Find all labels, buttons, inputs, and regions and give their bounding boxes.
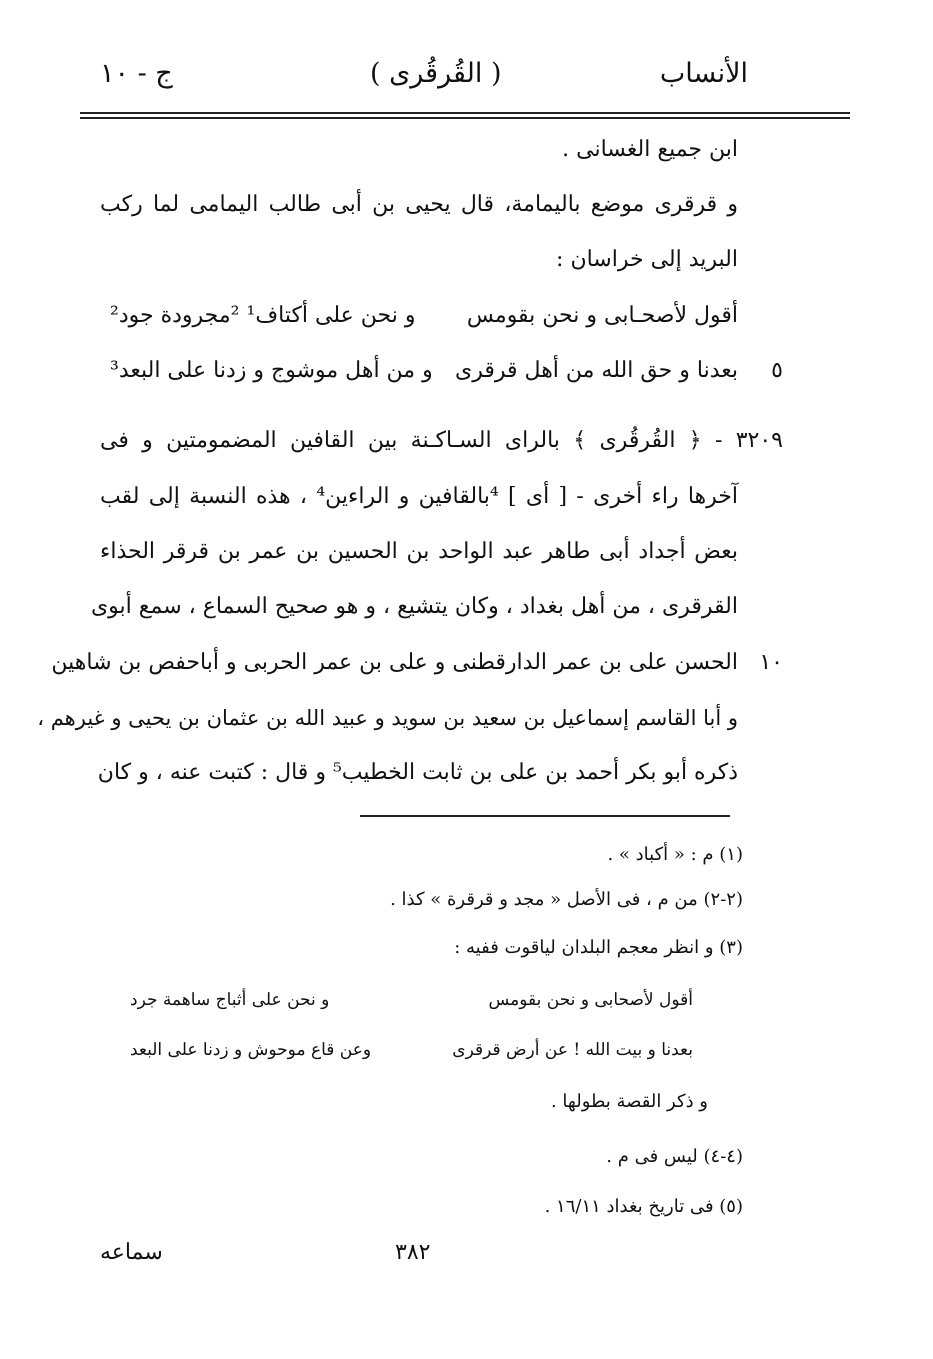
footnote-5: (٥) فى تاريخ بغداد ١٦/١١ . — [544, 1196, 743, 1217]
footnote-3-verse-1-second: و نحن على أثباج ساهمة جرد — [130, 990, 330, 1010]
header-rule-top — [80, 112, 850, 114]
line-number-10: ١٠ — [759, 650, 783, 675]
footnote-4: (٤-٤) ليس فى م . — [606, 1146, 743, 1167]
text-line-3: البريد إلى خراسان : — [556, 247, 738, 272]
footnote-3-verse-2-second: وعن قاع موحوش و زدنا على البعد — [130, 1040, 372, 1060]
text-line-7: القرقرى ، من أهل بغداد ، وكان يتشيع ، و هو صحيح السماع ، سمع أبوى — [90, 594, 738, 619]
text-line-2: و قرقرى موضع باليمامة، قال يحيى بن أبى طالب اليمامى لما ركب — [100, 192, 738, 217]
text-line-8: الحسن على بن عمر الدارقطنى و على بن عمر الحربى و أباحفص بن شاهين — [51, 650, 738, 675]
text-line-1: ابن جميع الغسانى . — [562, 137, 738, 162]
footnote-3-verse-1-first: أقول لأصحابى و نحن بقومس — [488, 990, 693, 1010]
footnote-3-continuation: و ذكر القصة بطولها . — [550, 1091, 708, 1112]
footnote-2: (٢-٢) من م ، فى الأصل « مجد و قرقرة » كذا . — [390, 889, 743, 910]
verse-2-second-hemistich: و من أهل موشوج و زدنا على البعد³ — [110, 358, 433, 383]
footnote-1: (١) م : « أكباد » . — [607, 844, 743, 865]
line-number-5: ٥ — [771, 358, 783, 383]
text-line-5: آخرها راء أخرى - [ أى ] ⁴بالقافين و الراءين⁴ ، هذه النسبة إلى لقب — [100, 484, 738, 509]
text-line-6: بعض أجداد أبى طاهر عبد الواحد بن الحسين بن عمر بن قرقر الحذاء — [100, 539, 738, 564]
running-head-title: الأنساب — [659, 58, 748, 89]
text-line-10: ذكره أبو بكر أحمد بن على بن ثابت الخطيب⁵ و قال : كتبت عنه ، و كان — [97, 760, 738, 785]
footnote-3: (٣) و انظر معجم البلدان لياقوت ففيه : — [454, 937, 743, 958]
running-head-entry: ( القُرقُرى ) — [370, 58, 502, 89]
catchword: سماعه — [100, 1240, 163, 1265]
verse-1-second-hemistich: و نحن على أكتاف¹ ²مجرودة جود² — [110, 303, 416, 328]
footnote-3-verse-2-first: بعدنا و بيت الله ! عن أرض قرقرى — [452, 1040, 693, 1060]
header-rule-bottom — [80, 117, 850, 119]
verse-1-first-hemistich: أقول لأصحـابى و نحن بقومس — [466, 303, 738, 328]
footnote-separator — [360, 815, 730, 817]
page-number: ٣٨٢ — [395, 1240, 431, 1265]
verse-2-first-hemistich: بعدنا و حق الله من أهل قرقرى — [455, 358, 738, 383]
entry-heading-line: ٣٢٠٩ - ﴿ القُرقُرى ﴾ بالراى السـاكـنة بين القافين المضمومتين و فى — [100, 428, 783, 453]
text-line-9: و أبا القاسم إسماعيل بن سعيد بن سويد و عبيد الله بن عثمان بن يحيى و غيرهم ، — [37, 706, 738, 730]
volume-indicator: ج - ١٠ — [100, 58, 173, 89]
